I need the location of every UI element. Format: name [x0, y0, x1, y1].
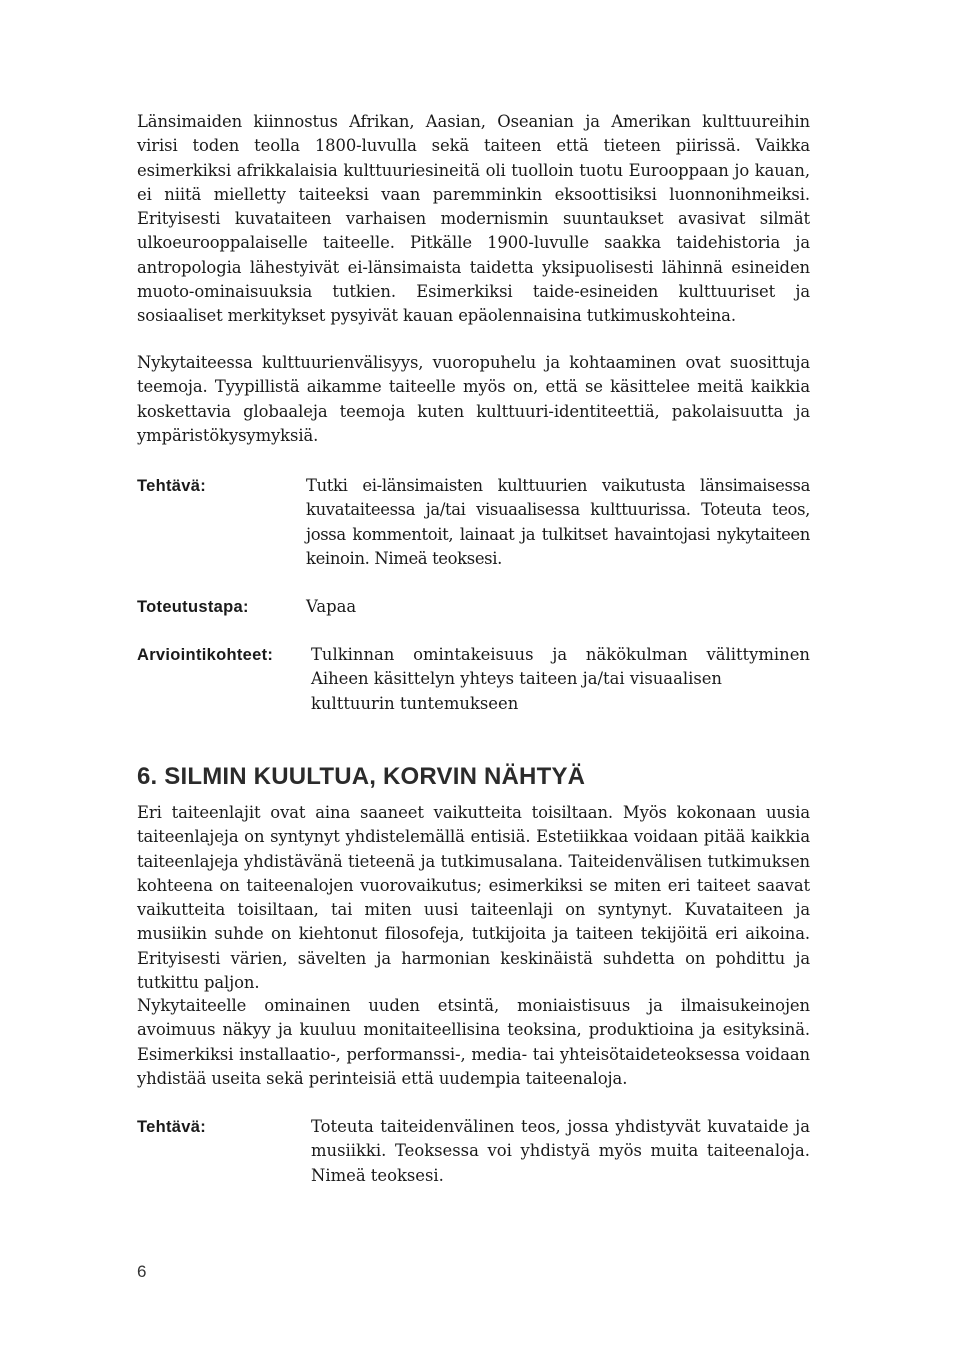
task-1-text: Tutki ei-länsimaisten kulttuurien vaikutusta länsimaisessa kuvataiteessa ja/tai visuaalisessa kulttuurissa. Toteuta teos, jossa kommentoit, lainaat ja tulkitset havaintojasi nykytaiteen keinoin. Nimeä teoksesi.	[306, 476, 810, 568]
section-6-body-2	[137, 994, 810, 1091]
page-number: 6	[137, 1262, 147, 1281]
task-1-label: Tehtävä:	[137, 477, 207, 495]
section-6-paragraph-1: Eri taiteenlajit ovat aina saaneet vaikutteita toisiltaan. Myös kokonaan uusia taiteenlajeja on syntynyt yhdistelemällä entisiä. Estetiikkaa voidaan pitää kaikkia taiteenlajeja yhdistävänä tieteenä ja tutkimusalana. Taiteidenvälisen tutkimuksen kohteena on taiteenalojen vuorovaikutus; esimerkiksi se miten eri taiteet saavat vaikutteita toisiltaan, tai miten uusi taiteenlaji on syntynyt. Kuvataiteen ja musiikin suhde on kiehtonut filosofeja, tutkijoita ja taiteen tekijöitä eri aikoina. Erityisesti värien, sävelten ja harmonian keskinäistä suhdetta on pohdittu ja tutkittu paljon.	[137, 803, 810, 993]
task-2-label: Tehtävä:	[137, 1118, 207, 1136]
intro-paragraph-2: Nykytaiteessa kulttuurienvälisyys, vuoropuhelu ja kohtaaminen ovat suosittuja teemoja. Tyypillistä aikamme taiteelle myös on, että se käsittelee meitä kaikkia koskettavia globaaleja teemoja kuten kulttuuri-identiteettiä, pakolaisuutta ja ympäristökysymyksiä.	[137, 353, 810, 445]
implementation-row	[137, 595, 810, 621]
criteria-label: Arviointikohteet:	[137, 646, 274, 664]
criteria-row	[137, 643, 810, 719]
criteria-text	[311, 643, 810, 716]
section-6-body	[137, 801, 810, 995]
section-6-heading: 6. SILMIN KUULTUA, KORVIN NÄHTYÄ	[137, 763, 586, 790]
task-1	[137, 474, 810, 574]
intro-section	[137, 110, 810, 329]
task-2	[137, 1115, 810, 1191]
criteria-line-2: Aiheen käsittelyn yhteys taiteen ja/tai visuaalisen kulttuurin tuntemukseen	[311, 669, 722, 713]
intro-paragraph-1: Länsimaiden kiinnostus Afrikan, Aasian, Oseanian ja Amerikan kulttuureihin virisi toden teolla 1800-luvulla sekä taiteen että tieteen piirissä. Vaikka esimerkiksi afrikkalaisia kulttuuriesineitä oli tuolloin tuotu Eurooppaan jo kauan, ei niitä mielletty taiteeksi vaan paremminkin eksoottisiksi luonnonihmeiksi. Erityisesti kuvataiteen varhaisen modernismin suuntaukset avasivat silmät ulkoeurooppalaiselle taiteelle. Pitkälle 1900-luvulle saakka taidehistoria ja antropologia lähestyivät ei-länsimaista taidetta yksipuolisesti lähinnä esineiden muoto-ominaisuuksia tutkien. Esimerkiksi taide-esineiden kulttuuriset ja sosiaaliset merkitykset pysyivät kauan epäolennaisina tutkimuskohteina.	[137, 112, 810, 326]
criteria-line-1: Tulkinnan omintakeisuus ja näkökulman välittyminen	[311, 645, 810, 664]
implementation-value: Vapaa	[306, 597, 357, 616]
task-2-text: Toteuta taiteidenvälinen teos, jossa yhdistyvät kuvataide ja musiikki. Teoksessa voi yhdistyä myös muita taiteenaloja. Nimeä teoksesi.	[311, 1117, 810, 1185]
implementation-label: Toteutustapa:	[137, 598, 249, 616]
intro-section-2	[137, 351, 810, 448]
section-6-paragraph-2: Nykytaiteelle ominainen uuden etsintä, moniaistisuus ja ilmaisukeinojen avoimuus näkyy ja kuuluu monitaiteellisina teoksina, produktioina ja esityksinä. Esimerkiksi installaatio-, performanssi-, media- tai yhteisötaideteoksessa voidaan yhdistää useita sekä perinteisiä että uudempia taiteenaloja.	[137, 996, 810, 1088]
